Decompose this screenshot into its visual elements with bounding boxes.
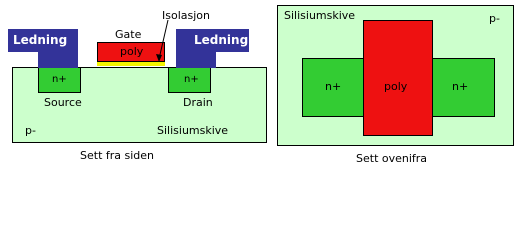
top-substrate-type: p- bbox=[489, 12, 500, 25]
source-label: Source bbox=[44, 96, 82, 109]
side-substrate-type: p- bbox=[25, 124, 36, 137]
top-left-nplus-label: n+ bbox=[325, 80, 342, 93]
side-view-caption: Sett fra siden bbox=[80, 149, 155, 162]
drain-label: Drain bbox=[183, 96, 213, 109]
top-right-nplus-label: n+ bbox=[452, 80, 469, 93]
left-lead-label: Ledning bbox=[13, 33, 68, 47]
isolation-label: Isolasjon bbox=[162, 9, 210, 22]
right-lead-label: Ledning bbox=[194, 33, 249, 47]
top-substrate-label: Silisiumskive bbox=[284, 9, 356, 22]
side-substrate-label: Silisiumskive bbox=[157, 124, 229, 137]
source-nplus-label: n+ bbox=[52, 74, 67, 85]
side-poly-label: poly bbox=[120, 45, 144, 58]
drain-nplus-label: n+ bbox=[184, 74, 199, 85]
gate-label: Gate bbox=[115, 28, 142, 41]
top-poly-region bbox=[363, 20, 433, 136]
top-poly-label: poly bbox=[384, 80, 408, 93]
top-view-caption: Sett ovenifra bbox=[356, 152, 428, 165]
